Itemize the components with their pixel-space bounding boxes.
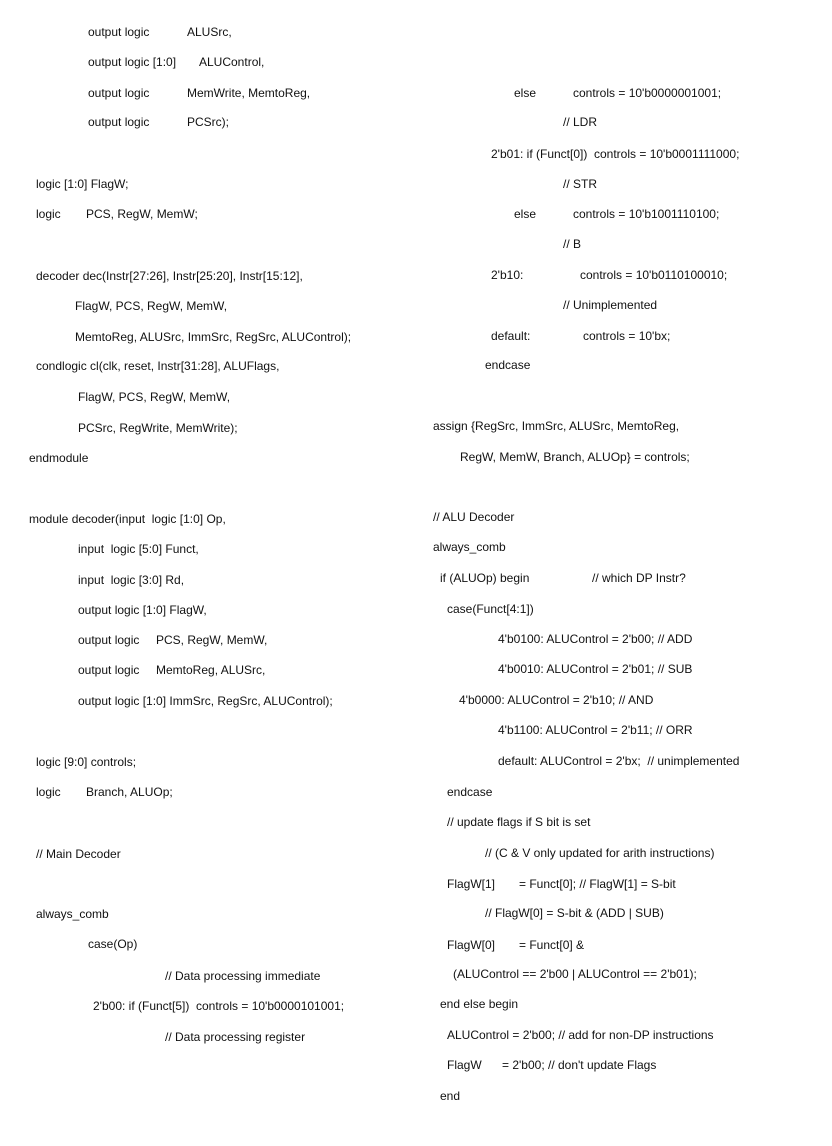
- code-line: module decoder(input logic [1:0] Op,: [29, 512, 226, 526]
- code-line-continuation: MemtoReg, ALUSrc,: [156, 663, 266, 677]
- code-line: 2'b00: if (Funct[5]) controls = 10'b0000101001;: [93, 999, 345, 1013]
- code-line: else: [514, 207, 537, 221]
- code-line: // B: [563, 237, 582, 251]
- code-line: 4'b0000: ALUControl = 2'b10; // AND: [459, 693, 654, 707]
- code-line: condlogic cl(clk, reset, Instr[31:28], ALUFlags,: [36, 359, 280, 373]
- code-line: 2'b01: if (Funct[0]) controls = 10'b0001111000;: [491, 147, 740, 161]
- code-line-continuation: PCS, RegW, MemW,: [156, 633, 268, 647]
- code-line-continuation: controls = 10'b0000001001;: [573, 86, 722, 100]
- code-line: endmodule: [29, 451, 89, 465]
- code-line-continuation: ALUControl,: [199, 55, 265, 69]
- code-line: 4'b1100: ALUControl = 2'b11; // ORR: [498, 723, 693, 737]
- code-line: if (ALUOp) begin: [440, 571, 530, 585]
- code-line: output logic: [88, 25, 150, 39]
- code-line: assign {RegSrc, ImmSrc, ALUSrc, MemtoReg,: [433, 419, 680, 433]
- code-line: 4'b0100: ALUControl = 2'b00; // ADD: [498, 632, 693, 646]
- code-line: always_comb: [36, 907, 109, 921]
- code-line: case(Funct[4:1]): [447, 602, 534, 616]
- code-line: case(Op): [88, 937, 138, 951]
- code-line: // LDR: [563, 115, 598, 129]
- code-line: input logic [3:0] Rd,: [78, 573, 185, 587]
- code-line: logic: [36, 785, 61, 799]
- code-line-continuation: = Funct[0]; // FlagW[1] = S-bit: [519, 877, 676, 891]
- code-line: output logic: [78, 663, 140, 677]
- code-line: logic [9:0] controls;: [36, 755, 137, 769]
- code-line: PCSrc, RegWrite, MemWrite);: [78, 421, 238, 435]
- code-line: // FlagW[0] = S-bit & (ADD | SUB): [485, 906, 664, 920]
- code-line-continuation: controls = 10'bx;: [583, 329, 671, 343]
- code-line: end else begin: [440, 997, 519, 1011]
- code-line: endcase: [447, 785, 493, 799]
- code-line: 4'b0010: ALUControl = 2'b01; // SUB: [498, 662, 693, 676]
- code-line-continuation: controls = 10'b0110100010;: [580, 268, 728, 282]
- code-line: (ALUControl == 2'b00 | ALUControl == 2'b01);: [453, 967, 697, 981]
- code-line: FlagW[0]: [447, 938, 496, 952]
- code-line-continuation: MemWrite, MemtoReg,: [187, 86, 311, 100]
- code-line: default: ALUControl = 2'bx; // unimplemented: [498, 754, 740, 768]
- code-line: FlagW, PCS, RegW, MemW,: [75, 299, 228, 313]
- code-line: ALUControl = 2'b00; // add for non-DP instructions: [447, 1028, 714, 1042]
- code-line-continuation: PCS, RegW, MemW;: [86, 207, 198, 221]
- code-line: 2'b10:: [491, 268, 524, 282]
- code-line-continuation: ALUSrc,: [187, 25, 232, 39]
- code-line: // ALU Decoder: [433, 510, 515, 524]
- code-line: output logic [1:0] ImmSrc, RegSrc, ALUControl);: [78, 694, 333, 708]
- code-line: // Data processing register: [165, 1030, 306, 1044]
- code-line: output logic: [88, 86, 150, 100]
- code-line: MemtoReg, ALUSrc, ImmSrc, RegSrc, ALUControl);: [75, 330, 352, 344]
- code-line: logic [1:0] FlagW;: [36, 177, 129, 191]
- code-line: output logic [1:0] FlagW,: [78, 603, 207, 617]
- code-line: // update flags if S bit is set: [447, 815, 591, 829]
- code-line-continuation: controls = 10'b1001110100;: [573, 207, 720, 221]
- code-line: else: [514, 86, 537, 100]
- code-line: // STR: [563, 177, 598, 191]
- code-line-continuation: = Funct[0] &: [519, 938, 585, 952]
- code-line: FlagW, PCS, RegW, MemW,: [78, 390, 231, 404]
- code-line: // Unimplemented: [563, 298, 658, 312]
- code-line: // Data processing immediate: [165, 969, 321, 983]
- code-line: FlagW: [447, 1058, 482, 1072]
- code-line: FlagW[1]: [447, 877, 496, 891]
- code-line: default:: [491, 329, 531, 343]
- code-line: input logic [5:0] Funct,: [78, 542, 199, 556]
- code-line: decoder dec(Instr[27:26], Instr[25:20], Instr[15:12],: [36, 269, 303, 283]
- code-line: // Main Decoder: [36, 847, 121, 861]
- code-line-continuation: = 2'b00; // don't update Flags: [502, 1058, 657, 1072]
- code-line: endcase: [485, 358, 531, 372]
- code-line: output logic [1:0]: [88, 55, 177, 69]
- code-line: always_comb: [433, 540, 506, 554]
- code-line-continuation: Branch, ALUOp;: [86, 785, 173, 799]
- code-line: end: [440, 1089, 461, 1103]
- code-line: output logic: [88, 115, 150, 129]
- code-line: output logic: [78, 633, 140, 647]
- code-line: RegW, MemW, Branch, ALUOp} = controls;: [460, 450, 690, 464]
- code-line-continuation: // which DP Instr?: [592, 571, 686, 585]
- code-line: logic: [36, 207, 61, 221]
- code-line: // (C & V only updated for arith instructions): [485, 846, 715, 860]
- code-line-continuation: PCSrc);: [187, 115, 229, 129]
